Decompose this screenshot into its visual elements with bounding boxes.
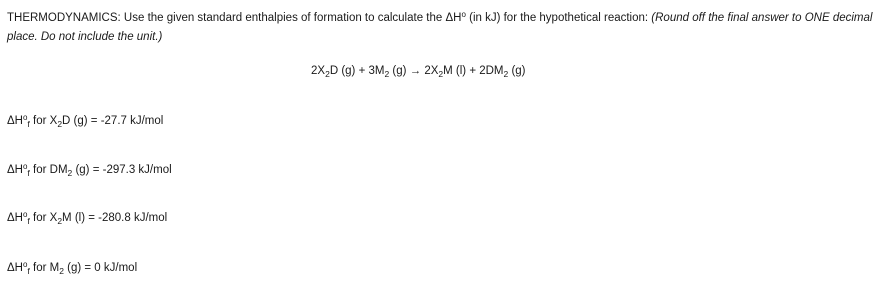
reactant-1-subscript: 2	[325, 69, 330, 79]
degree-superscript: o	[23, 210, 28, 219]
product-2-subscript: 2	[503, 69, 509, 79]
degree-superscript: o	[23, 113, 28, 122]
formation-subscript: f	[27, 216, 30, 226]
enthalpy-line	[7, 262, 137, 274]
compound-lead: for X	[29, 212, 58, 224]
enthalpy-line	[7, 212, 167, 224]
product-1-rest: M (l) + 2DM	[443, 65, 504, 77]
compound-subscript: 2	[67, 168, 73, 178]
reactant-2-subscript: 2	[384, 69, 390, 79]
enthalpy-value: (g) = -297.3 kJ/mol	[72, 164, 172, 176]
question-prefix: THERMODYNAMICS: Use the given standard enthalpies of formation to calculate the ΔH	[7, 12, 462, 24]
compound-subscript: 2	[57, 119, 63, 129]
reactant-1-coef: 2X	[311, 65, 326, 77]
compound-lead: for M	[29, 262, 60, 274]
reaction-arrow: →	[409, 65, 422, 77]
enthalpy-line	[7, 115, 163, 127]
compound-subscript: 2	[57, 216, 63, 226]
enthalpy-value: D (g) = -27.7 kJ/mol	[62, 115, 164, 127]
question-middle: (in kJ) for the hypothetical reaction:	[465, 12, 652, 24]
delta-h: ΔH	[7, 212, 23, 224]
degree-superscript: o	[23, 162, 28, 171]
degree-superscript: o	[23, 260, 28, 269]
compound-lead: for X	[29, 115, 58, 127]
formation-subscript: f	[27, 119, 30, 129]
delta-h: ΔH	[7, 164, 23, 176]
reactant-2-rest: (g)	[389, 65, 410, 77]
degree-superscript: o	[461, 10, 466, 19]
question-instruction: (Round off the final answer to ONE decimal place. Do not include the unit.)	[7, 12, 873, 43]
product-2-rest: (g)	[508, 65, 526, 77]
enthalpy-value: M (l) = -280.8 kJ/mol	[62, 212, 168, 224]
compound-lead: for DM	[29, 164, 68, 176]
delta-h: ΔH	[7, 115, 23, 127]
formation-subscript: f	[27, 168, 30, 178]
compound-subscript: 2	[59, 266, 64, 276]
reaction-equation	[311, 65, 526, 77]
formation-subscript: f	[27, 266, 30, 276]
enthalpy-value: (g) = 0 kJ/mol	[63, 262, 138, 274]
product-1-subscript: 2	[438, 69, 444, 79]
product-1-coef: 2X	[421, 65, 439, 77]
question-text	[7, 9, 882, 47]
reactant-1-rest: D (g) + 3M	[329, 65, 385, 77]
delta-h: ΔH	[7, 262, 23, 274]
enthalpy-line	[7, 164, 172, 176]
